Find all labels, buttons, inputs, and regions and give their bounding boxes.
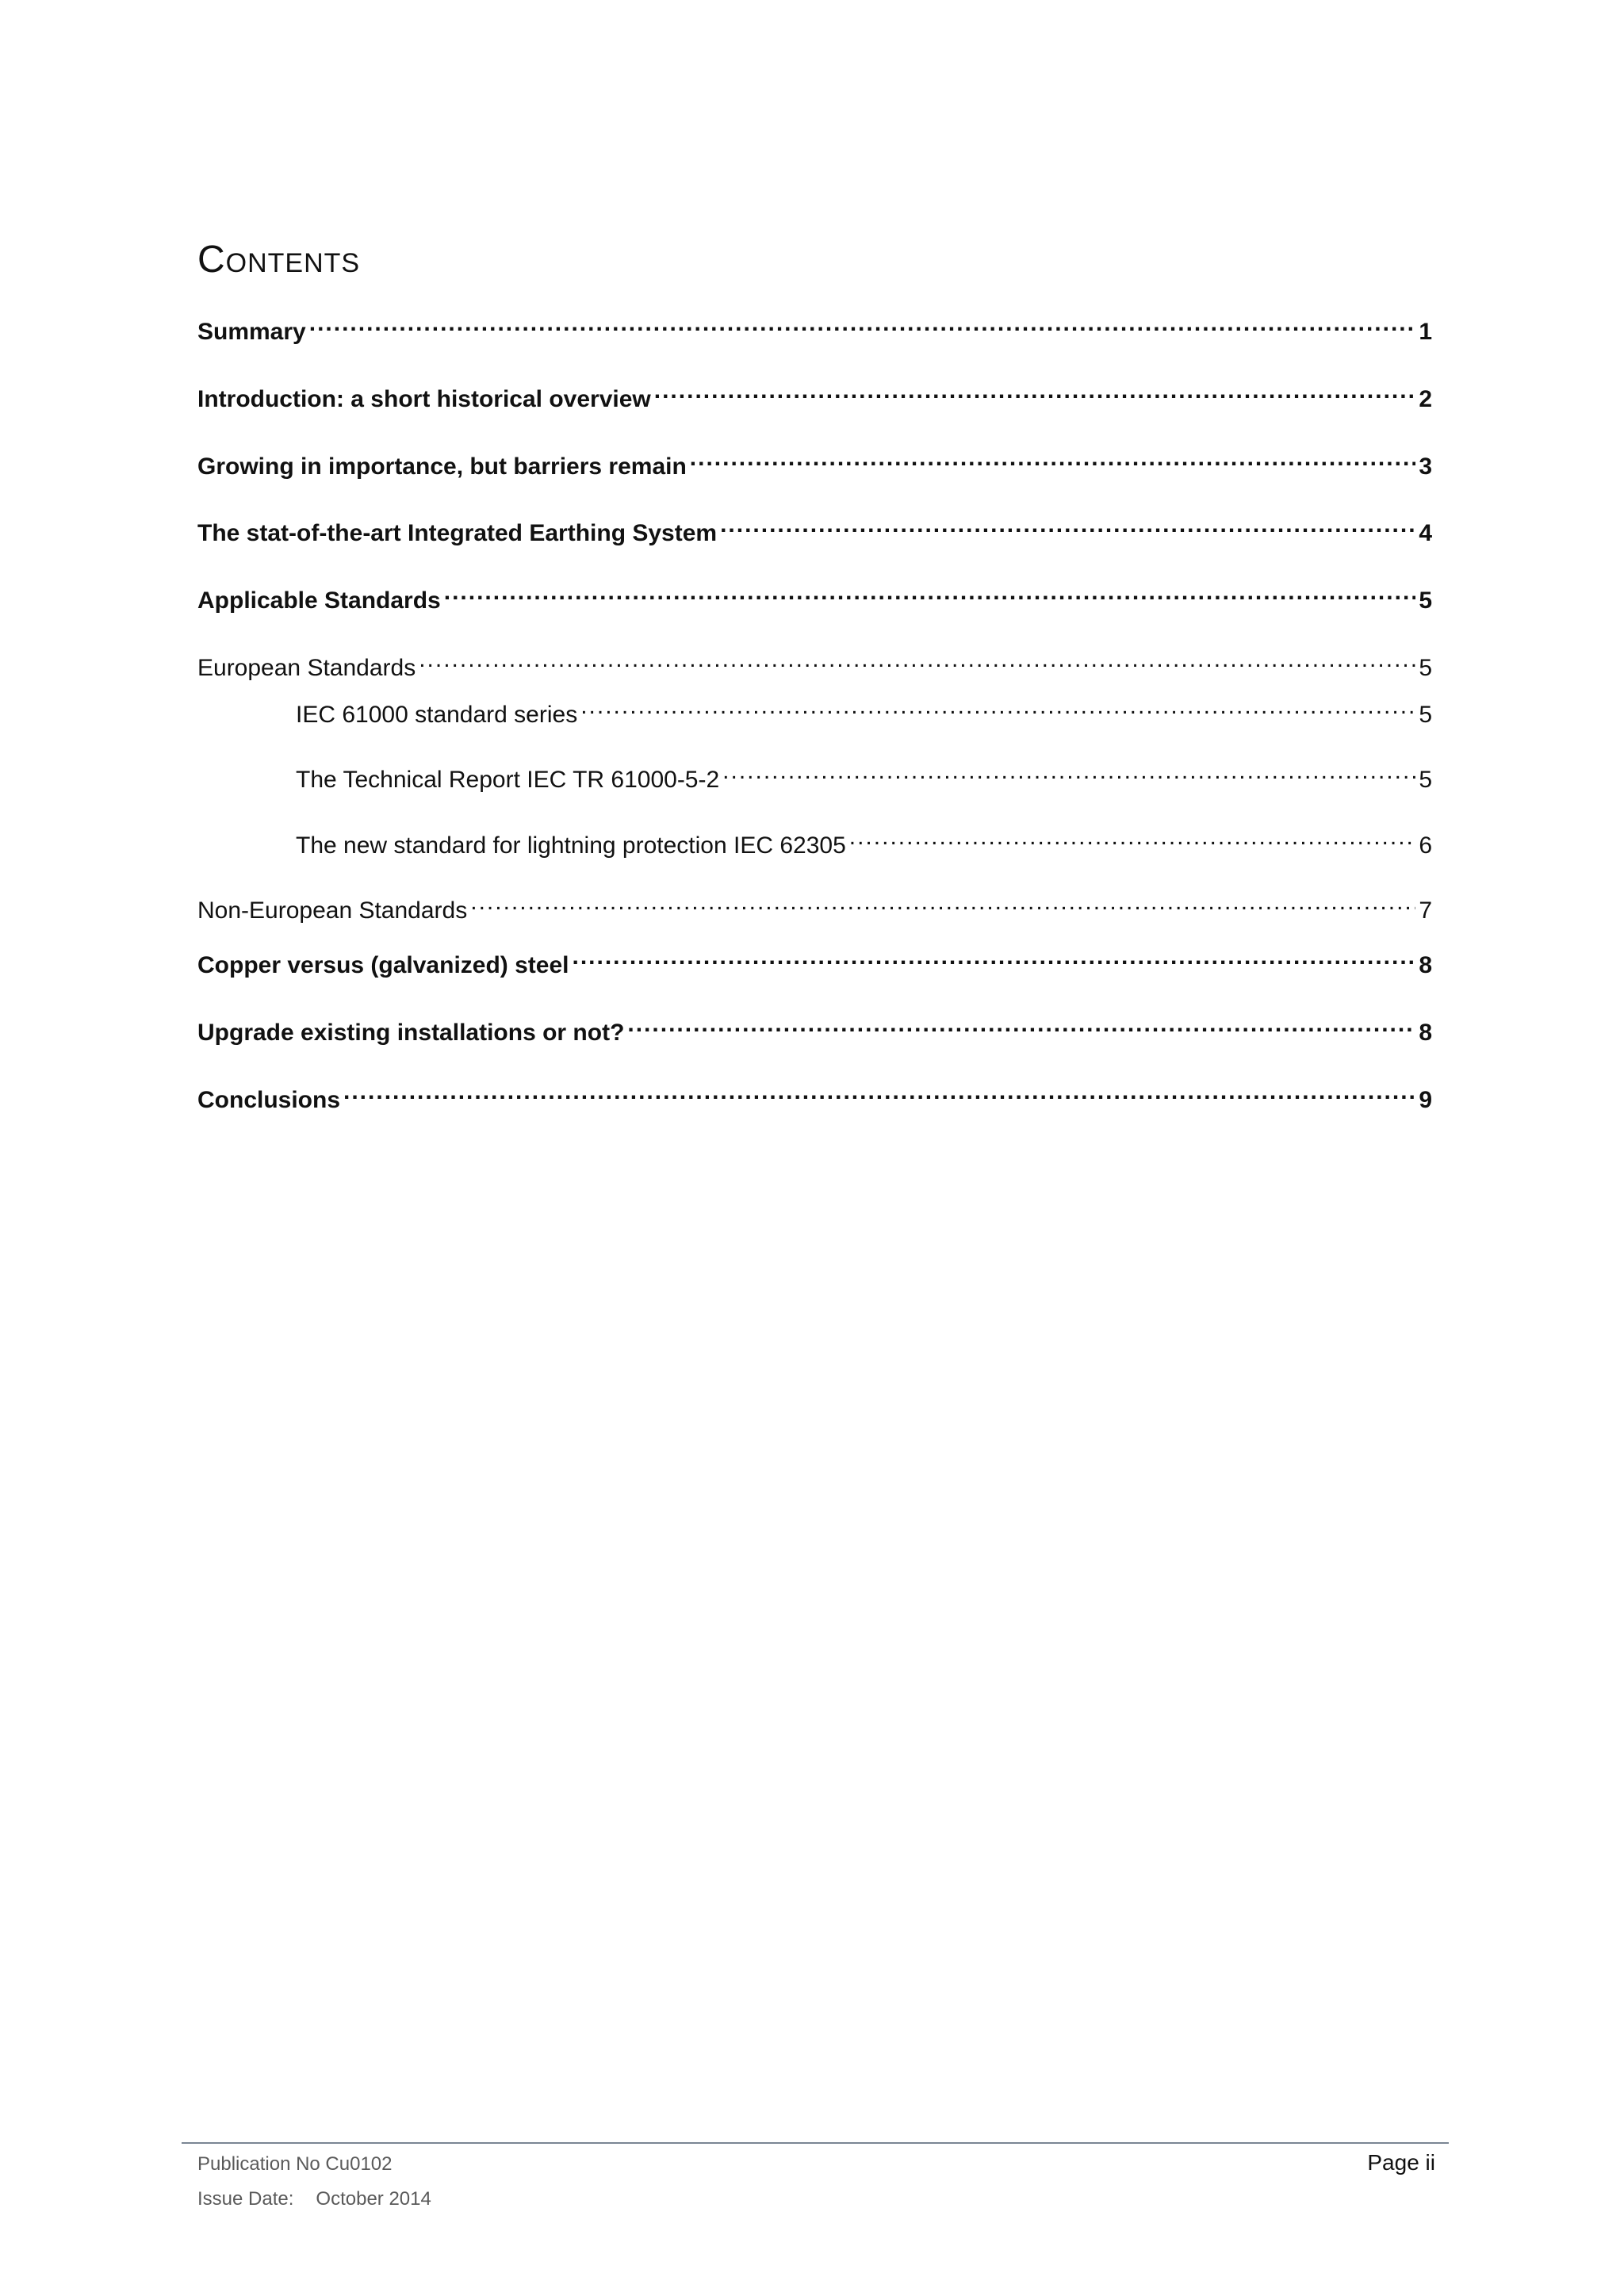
toc-entry-page: 5 (1419, 655, 1432, 681)
toc-entry-title: The new standard for lightning protection IEC 62305 (296, 832, 846, 859)
toc-entry-page: 8 (1419, 952, 1432, 978)
toc-entry-page: 3 (1419, 453, 1432, 480)
toc-entry-title: Applicable Standards (197, 587, 441, 614)
toc-leader-dots (690, 450, 1416, 474)
toc-entry-iec-61000[interactable] (296, 698, 1432, 731)
toc-leader-dots (580, 698, 1415, 722)
toc-leader-dots (654, 383, 1416, 407)
toc-entry-page: 6 (1419, 832, 1432, 859)
toc-entry-title: Growing in importance, but barriers remain (197, 453, 687, 480)
toc-entry-non-european-standards[interactable] (197, 894, 1432, 927)
toc-leader-dots (309, 316, 1416, 339)
toc-entry-page: 5 (1419, 767, 1432, 793)
toc-leader-dots (627, 1016, 1415, 1040)
toc-entry-title: The Technical Report IEC TR 61000-5-2 (296, 767, 720, 793)
footer-divider (182, 2142, 1449, 2144)
toc-entry-title: The stat-of-the-art Integrated Earthing System (197, 520, 718, 546)
toc-entry-title: Introduction: a short historical overview (197, 386, 651, 412)
toc-entry-introduction[interactable] (197, 383, 1432, 415)
toc-entry-page: 7 (1419, 897, 1432, 924)
toc-entry-page: 2 (1419, 386, 1432, 412)
toc-entry-page: 9 (1419, 1087, 1432, 1113)
footer-issue-date-value: October 2014 (316, 2188, 431, 2210)
toc-entry-page: 1 (1419, 319, 1432, 345)
toc-entry-title: Non-European Standards (197, 897, 468, 924)
toc-entry-page: 4 (1419, 520, 1432, 546)
footer-page-number: Page ii (1367, 2150, 1435, 2175)
toc-entry-integrated-earthing-system[interactable] (197, 517, 1432, 549)
toc-entry-title: European Standards (197, 655, 416, 681)
toc-entry-european-standards[interactable] (197, 652, 1432, 684)
toc-entry-summary[interactable] (197, 316, 1432, 348)
toc-entry-title: Summary (197, 319, 306, 345)
toc-entry-title: Conclusions (197, 1087, 341, 1113)
toc-entry-page: 5 (1419, 587, 1432, 614)
toc-leader-dots (444, 584, 1416, 608)
contents-heading: Contents (197, 239, 361, 281)
toc-leader-dots (419, 652, 1415, 675)
toc-entry-conclusions[interactable] (197, 1084, 1432, 1116)
toc-leader-dots (573, 949, 1416, 973)
toc-leader-dots (720, 517, 1415, 541)
toc-leader-dots (343, 1084, 1415, 1108)
footer-issue-date (197, 2188, 431, 2210)
toc-entry-title: Upgrade existing installations or not? (197, 1020, 625, 1046)
toc-entry-applicable-standards[interactable] (197, 584, 1432, 617)
toc-entry-upgrade-existing-installations[interactable] (197, 1016, 1432, 1049)
footer-issue-date-label: Issue Date: (197, 2188, 294, 2210)
toc-leader-dots (470, 894, 1415, 918)
toc-entry-title: IEC 61000 standard series (296, 702, 578, 728)
toc-entry-growing-in-importance[interactable] (197, 450, 1432, 483)
toc-entry-iec-tr-61000-5-2[interactable] (296, 763, 1432, 796)
toc-entry-page: 8 (1419, 1020, 1432, 1046)
toc-entry-copper-versus-steel[interactable] (197, 949, 1432, 982)
toc-leader-dots (849, 829, 1416, 853)
toc-entry-page: 5 (1419, 702, 1432, 728)
footer-publication-number: Publication No Cu0102 (197, 2153, 393, 2175)
toc-entry-title: Copper versus (galvanized) steel (197, 952, 569, 978)
toc-leader-dots (722, 763, 1415, 787)
toc-entry-iec-62305[interactable] (296, 829, 1432, 862)
